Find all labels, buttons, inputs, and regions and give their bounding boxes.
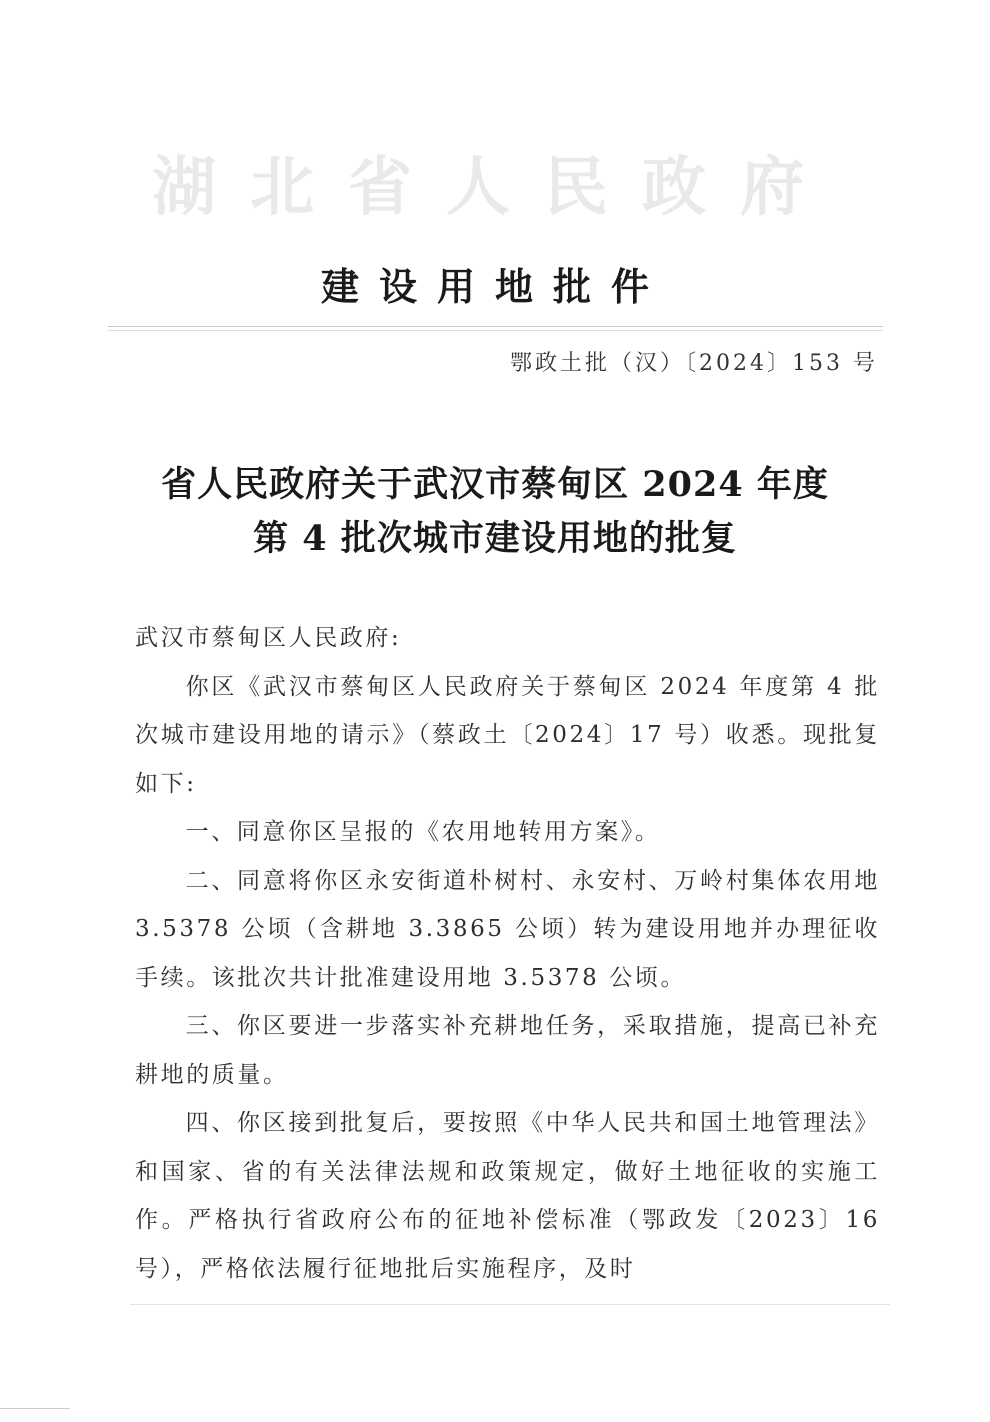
paragraph-item-4: 四、你区接到批复后，要按照《中华人民共和国土地管理法》和国家、省的有关法律法规和政策规定，做好土地征收的实施工作。严格执行省政府公布的征地补偿标准（鄂政发〔2023〕16 号），严格依法履行征地批后实施程序，及时	[135, 1110, 880, 1282]
document-body	[135, 614, 880, 1293]
title-line-1: 省人民政府关于武汉市蔡甸区 2024 年度	[161, 464, 829, 505]
paragraph-item-2: 二、同意将你区永安街道朴树村、永安村、万岭村集体农用地 3.5378 公顷（含耕地 3.3865 公顷）转为建设用地并办理征收手续。该批次共计批准建设用地 3.5378 公顷。	[135, 867, 880, 991]
document-type: 建设用地批件	[320, 264, 669, 309]
salutation: 武汉市蔡甸区人民政府:	[135, 625, 402, 651]
scan-corner-mark	[0, 1408, 70, 1409]
paragraph-intro: 你区《武汉市蔡甸区人民政府关于蔡甸区 2024 年度第 4 批次城市建设用地的请示》（蔡政土〔2024〕17 号）收悉。现批复如下:	[135, 673, 880, 797]
document-number: 鄂政土批（汉）〔2024〕153 号	[510, 351, 878, 376]
paragraph-item-3: 三、你区要进一步落实补充耕地任务，采取措施，提高已补充耕地的质量。	[135, 1013, 880, 1088]
paragraph-item-1: 一、同意你区呈报的《农用地转用方案》。	[185, 819, 661, 845]
title-line-2: 第 4 批次城市建设用地的批复	[253, 518, 737, 559]
masthead-faded: 湖北省人民政府	[152, 150, 838, 225]
header-rule-bottom	[108, 330, 883, 331]
header-rule-top	[108, 326, 883, 327]
document-title	[0, 458, 990, 566]
bottom-divider	[130, 1304, 890, 1305]
